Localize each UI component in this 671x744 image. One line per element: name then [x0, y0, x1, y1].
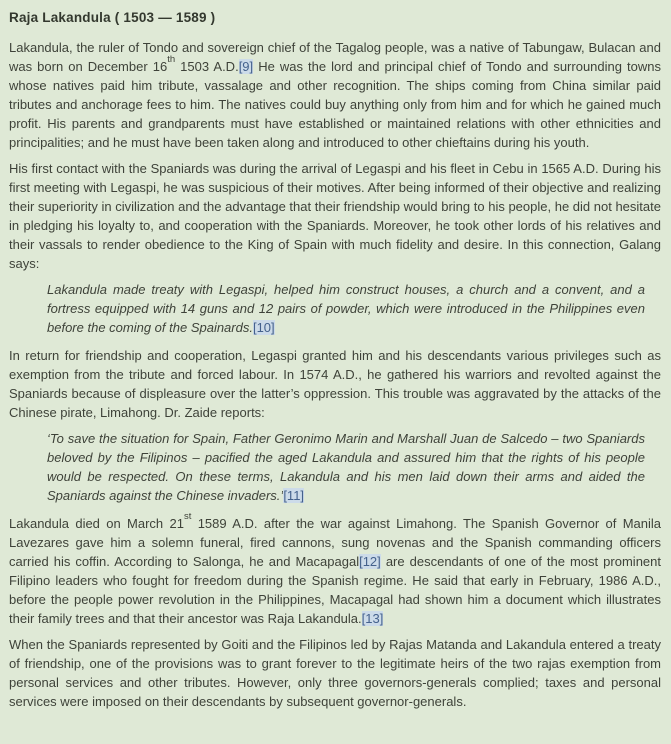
paragraph [9, 510, 662, 628]
text-run: In return for friendship and cooperation, Legaspi granted him and his descendants various privileges such as exemption from the tribute and forced labour. In 1574 A.D., he gathered his warriors and revolted against the Spaniards because of displeasure over the latter’s oppression. This trouble was aggravated by the attacks of the Chinese pirate, Limahong. Dr. Zaide reports: [9, 348, 661, 420]
document-blocks [9, 38, 661, 711]
block-quote [47, 429, 645, 505]
text-run: Lakandula, the ruler of Tondo and sovereign chief of the Tagalog people, was a native of Tabungaw, Bulacan and was born on December 16 [9, 40, 661, 74]
text-run: He was the lord and principal chief of Tondo and surrounding towns whose natives paid him tribute, vassalage and other recognition. The ships coming from China similar paid tributes and anchorage fees to him. The natives could buy anything only from him and for which he gained much profit. His parents and grandparents must have established or maintained relations with other ethnicities and principalities; and he must have been taken along and introduced to other chieftains during his youth. [9, 59, 661, 150]
text-run: Lakandula made treaty with Legaspi, helped him construct houses, a church and a convent, and a fortress equipped with 14 guns and 12 pairs of powder, which were introduced in the Philippines even before the coming of the Spainards. [47, 282, 645, 335]
page-title: Raja Lakandula ( 1503 — 1589 ) [9, 10, 216, 25]
text-run: 1589 A.D. after the war against Limahong. The Spanish Governor of Manila Lavezares gave him a solemn funeral, fired cannons, sung novenas and the Spanish commanding officers carried his coffin. According to Salonga, he and Macapagal [9, 516, 662, 569]
citation-link-13[interactable]: [13] [361, 611, 384, 626]
text-run: ‘To save the situation for Spain, Father Geronimo Marin and Marshall Juan de Salcedo – two Spaniards beloved by the Filipinos – pacified the aged Lakandula and assured him that the rights of his people would be respected. On these terms, Lakandula and his men laid down their arms and aided the Spaniards against the Chinese invaders.’ [47, 431, 645, 503]
citation-link-10[interactable]: [10] [252, 320, 275, 335]
paragraph [9, 346, 661, 422]
text-run: Lakandula died on March 21 [9, 516, 184, 531]
paragraph [9, 38, 661, 152]
block-quote [47, 280, 645, 337]
text-run: are descendants of one of the most prominent Filipino leaders who fought for freedom during the Spanish regime. He said that early in February, 1986 A.D., before the people power revolution in the Philippines, Macapagal had shown him a document which illustrates their family trees and that their ancestor was Raja Lakandula. [9, 554, 661, 626]
paragraph [9, 159, 661, 273]
text-run: When the Spaniards represented by Goiti and the Filipinos led by Rajas Matanda and Lakandula entered a treaty of friendship, one of the provisions was to grant forever to the legitimate heirs of the two rajas exemption from personal services and other tributes. However, only three governors-generals complied; taxes and personal services were imposed on their descendants by subsequent governor-generals. [9, 637, 661, 709]
citation-link-12[interactable]: [12] [359, 554, 381, 569]
ordinal-suffix: st [183, 510, 192, 522]
citation-link-11[interactable]: [11] [283, 488, 305, 503]
ordinal-suffix: th [167, 53, 176, 65]
text-run: 1503 A.D. [175, 59, 239, 74]
text-run: His first contact with the Spaniards was during the arrival of Legaspi and his fleet in Cebu in 1565 A.D. During his first meeting with Legaspi, he was suspicious of their motives. After being informed of their objective and realizing their superiority in civilization and the advantage that their friendship would bring to his people, he did not hesitate in pledging his loyalty to, and cooperation with the Spaniards. Moreover, he took other lords of his relatives and their vassals to render obedience to the King of Spain with much fidelity and desire. In this connection, Galang says: [9, 161, 661, 271]
paragraph [9, 635, 661, 711]
citation-link-9[interactable]: [9] [238, 59, 254, 74]
